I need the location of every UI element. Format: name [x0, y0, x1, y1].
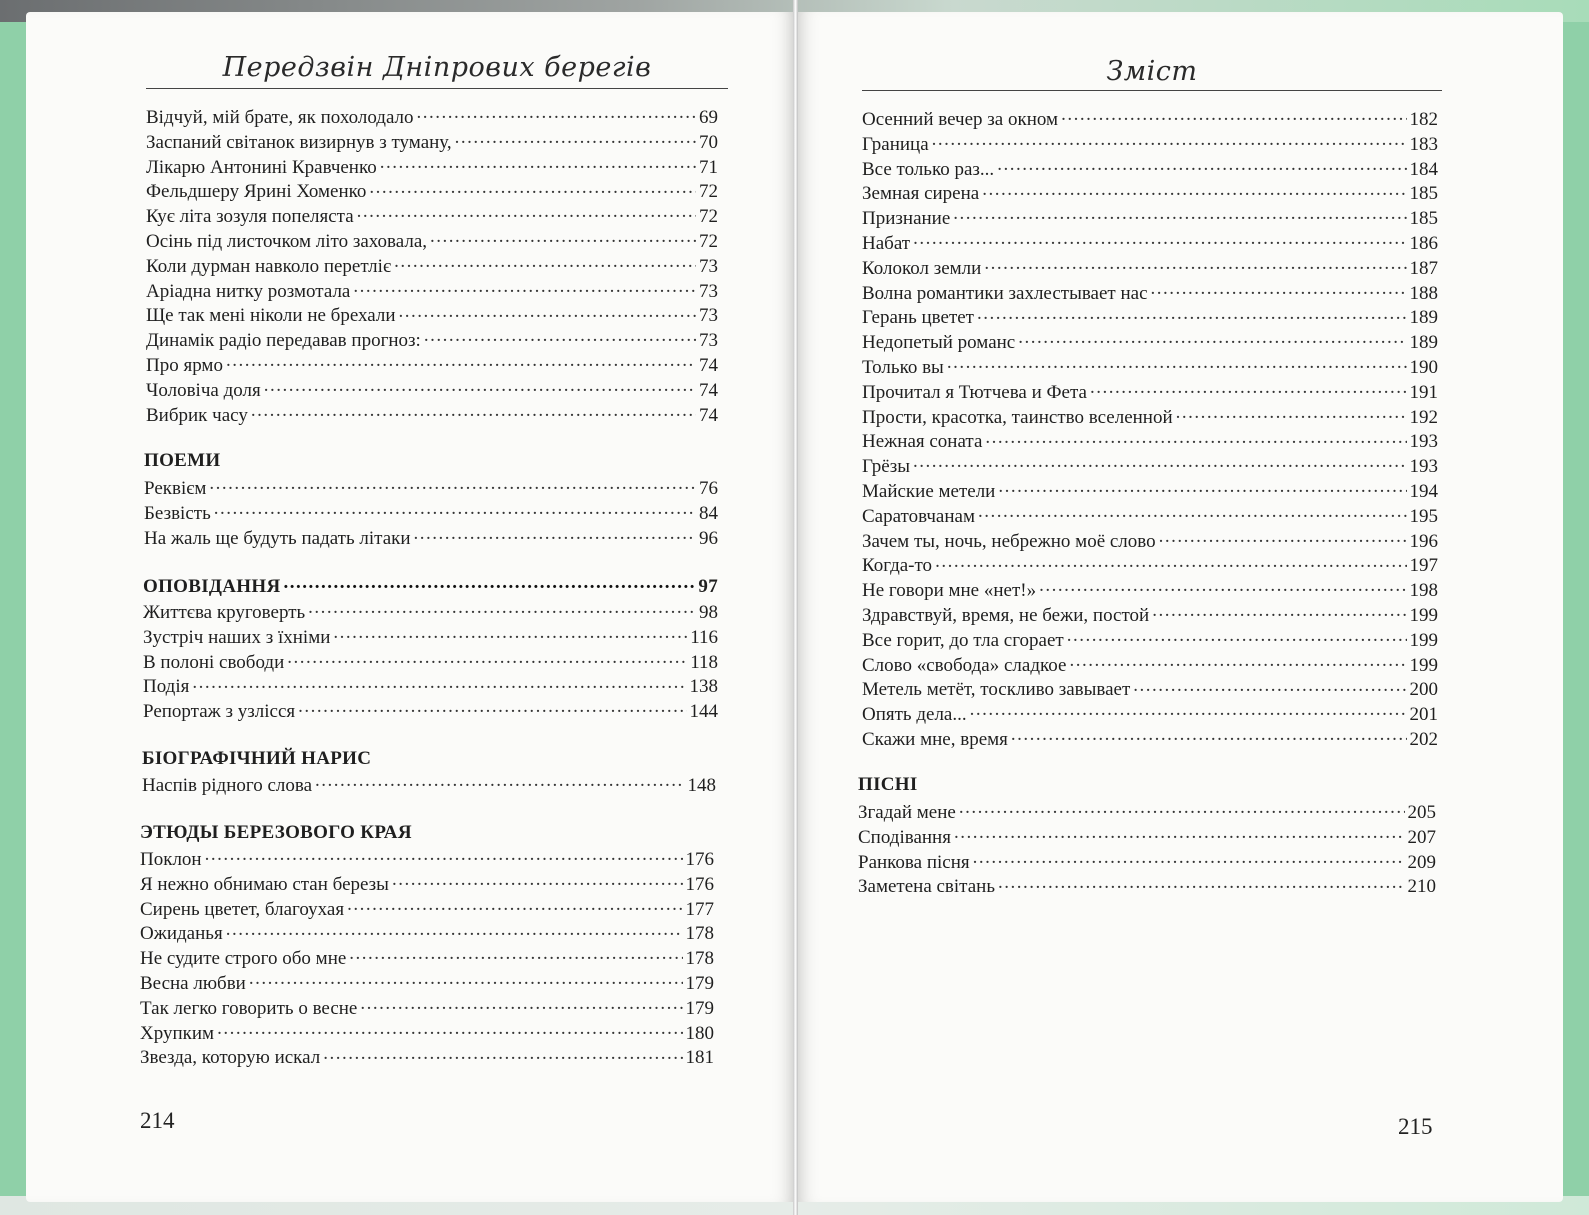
entry-page-number: 198 [1409, 580, 1438, 602]
toc-entry [146, 253, 718, 278]
toc-entry [143, 698, 718, 723]
entry-page-number: 187 [1409, 257, 1438, 279]
toc-entry [146, 129, 718, 154]
dot-leader [394, 253, 696, 272]
entry-title: Скажи мне, время [862, 728, 1008, 750]
dot-leader [333, 624, 687, 643]
dot-leader [982, 180, 1406, 199]
toc-entry [143, 649, 718, 674]
entry-page-number: 176 [685, 873, 714, 895]
entry-page-number: 177 [685, 898, 714, 920]
dot-leader [954, 824, 1405, 843]
left-head-rule [146, 88, 728, 89]
toc-entry [143, 624, 718, 649]
entry-page-number: 193 [1409, 456, 1438, 478]
dot-leader [357, 203, 696, 222]
entry-title: Не судите строго обо мне [140, 948, 347, 970]
dot-leader [1061, 106, 1406, 125]
entry-title: Звезда, которую искал [140, 1047, 321, 1069]
entry-page-number: 96 [699, 527, 718, 549]
entry-page-number: 180 [685, 1022, 714, 1044]
toc-entry [862, 701, 1438, 726]
entry-title: Набат [862, 232, 911, 254]
toc-entry [142, 772, 716, 797]
dot-leader [1133, 676, 1406, 695]
right-running-head: Зміст [1106, 56, 1198, 87]
toc-entry [146, 104, 718, 129]
entry-title: Хрупким [140, 1022, 215, 1044]
dot-leader [1090, 379, 1407, 398]
entry-title: Метель метёт, тоскливо завывает [862, 679, 1131, 701]
toc-entry [862, 528, 1438, 553]
entry-title: Нежная соната [862, 431, 983, 453]
entry-page-number: 71 [699, 156, 718, 178]
entry-page-number: 76 [699, 478, 718, 499]
entry-page-number: 118 [690, 651, 718, 673]
dot-leader [998, 478, 1406, 497]
entry-page-number: 194 [1409, 480, 1438, 502]
entry-title: Вибрик часу [146, 404, 248, 426]
entry-page-number: 74 [699, 379, 718, 401]
dot-leader [369, 178, 696, 197]
toc-entry [862, 106, 1438, 131]
entry-page-number: 116 [690, 626, 718, 648]
toc-entry [140, 846, 714, 871]
toc-entry [140, 945, 714, 970]
toc-entry [146, 352, 718, 377]
dot-leader [998, 873, 1405, 892]
entry-title: Про ярмо [146, 354, 223, 376]
entry-title: Прочитал я Тютчева и Фета [862, 381, 1087, 403]
toc-entry [144, 525, 718, 550]
entry-page-number: 138 [689, 676, 718, 698]
entry-page-number: 201 [1409, 704, 1438, 726]
entry-title: Динамік радіо передавав прогноз: [146, 330, 421, 352]
entry-page-number: 144 [689, 701, 718, 723]
entry-page-number: 193 [1409, 431, 1438, 453]
entry-title: В полоні свободи [143, 651, 285, 673]
entry-title: Ожиданья [140, 923, 223, 945]
toc-entry [862, 329, 1438, 354]
dot-leader [1152, 602, 1406, 621]
dot-leader [249, 970, 683, 989]
entry-title: Сирень цветет, благоухая [140, 898, 345, 920]
toc-entry [862, 453, 1438, 478]
toc-entry [143, 599, 718, 624]
entry-page-number: 210 [1407, 876, 1436, 898]
entry-page-number: 74 [699, 404, 718, 426]
dot-leader [392, 871, 683, 890]
section-heading-stories-page: 97 [698, 576, 718, 597]
entry-title: Подія [143, 676, 190, 698]
entry-page-number: 148 [687, 775, 716, 796]
right-head-rule [862, 90, 1442, 91]
dot-leader [973, 849, 1405, 868]
toc-entry [146, 178, 718, 203]
entry-title: Волна романтики захлестывает нас [862, 282, 1148, 304]
dot-leader [287, 649, 687, 668]
toc-entry [144, 500, 718, 525]
left-folio: 214 [140, 1108, 175, 1133]
dot-leader [997, 156, 1406, 175]
dot-leader [209, 475, 696, 494]
toc-entry [146, 327, 718, 352]
toc-entry [144, 475, 718, 500]
entry-title: Майские метели [862, 480, 996, 502]
entry-page-number: 178 [685, 923, 714, 945]
dot-leader [455, 129, 696, 148]
dot-leader [424, 327, 696, 346]
dot-leader [214, 500, 696, 519]
entry-page-number: 199 [1409, 654, 1438, 676]
entry-page-number: 202 [1409, 728, 1438, 750]
entry-page-number: 188 [1409, 282, 1438, 304]
entry-title: Заспаний світанок визирнув з туману, [146, 131, 452, 153]
entry-title: Репортаж з узлісся [143, 701, 296, 723]
section-heading-songs: ПІСНІ [858, 774, 918, 795]
entry-page-number: 179 [685, 972, 714, 994]
dot-leader [315, 772, 684, 791]
section-heading-biography: БІОГРАФІЧНИЙ НАРИС [142, 748, 372, 769]
entry-page-number: 192 [1409, 406, 1438, 428]
entry-page-number: 72 [699, 206, 718, 228]
entry-page-number: 195 [1409, 505, 1438, 527]
entry-page-number: 74 [699, 354, 718, 376]
dot-leader [1039, 577, 1406, 596]
entry-title: Колокол земли [862, 257, 982, 279]
toc-entry [140, 1044, 714, 1069]
dot-leader [935, 552, 1406, 571]
entry-title: Когда-то [862, 555, 933, 577]
entry-title: Только вы [862, 356, 944, 378]
entry-title: Зачем ты, ночь, небрежно моё слово [862, 530, 1156, 552]
entry-page-number: 197 [1409, 555, 1438, 577]
entry-page-number: 182 [1409, 109, 1438, 130]
entry-page-number: 199 [1409, 604, 1438, 626]
entry-title: Недопетый романс [862, 332, 1016, 354]
entry-page-number: 199 [1409, 629, 1438, 651]
toc-entry [862, 627, 1438, 652]
entry-title: Признание [862, 208, 951, 230]
dot-leader [192, 673, 686, 692]
dot-leader [205, 846, 683, 865]
toc-entry [140, 871, 714, 896]
toc-entry [862, 577, 1438, 602]
dot-leader [1151, 280, 1407, 299]
dot-leader [913, 230, 1406, 249]
entry-title: Все горит, до тла сгорает [862, 629, 1064, 651]
entry-title: Не говори мне «нет!» [862, 580, 1037, 602]
entry-title: Так легко говорить о весне [140, 997, 358, 1019]
entry-title: Опять дела... [862, 704, 967, 726]
dot-leader [953, 205, 1406, 224]
dot-leader [1018, 329, 1406, 348]
section-heading-etudes: ЭТЮДЫ БЕРЕЗОВОГО КРАЯ [140, 822, 412, 843]
entry-title: Герань цветет [862, 307, 974, 329]
entry-page-number: 178 [685, 948, 714, 970]
entry-title: Наспів рідного слова [142, 775, 313, 796]
toc-entry [862, 404, 1438, 429]
entry-page-number: 190 [1409, 356, 1438, 378]
dot-leader [977, 304, 1407, 323]
entry-title: Згадай мене [858, 802, 956, 823]
left-running-head: Передзвін Дніпрових берегів [222, 52, 652, 83]
entry-page-number: 73 [699, 255, 718, 277]
right-toc-songs [858, 799, 1436, 898]
dot-leader [308, 599, 696, 618]
left-toc-biography [142, 772, 716, 797]
entry-page-number: 181 [685, 1047, 714, 1069]
entry-page-number: 176 [685, 849, 714, 870]
toc-entry [140, 896, 714, 921]
section-heading-stories-title: ОПОВІДАННЯ [143, 576, 281, 597]
toc-entry [862, 602, 1438, 627]
entry-title: Безвість [144, 502, 211, 524]
left-toc-intro [146, 104, 718, 426]
dot-leader [1067, 627, 1407, 646]
toc-entry [862, 652, 1438, 677]
entry-page-number: 183 [1409, 133, 1438, 155]
toc-entry [862, 354, 1438, 379]
entry-title: Земная сирена [862, 183, 980, 205]
toc-entry [862, 180, 1438, 205]
entry-title: Заметена світань [858, 876, 995, 898]
toc-entry [143, 673, 718, 698]
section-heading-poems: ПОЕМИ [144, 450, 221, 471]
dot-leader [226, 920, 683, 939]
left-toc-poems [144, 475, 718, 549]
toc-entry [858, 849, 1436, 874]
entry-title: Лікарю Антонині Кравченко [146, 156, 377, 178]
dot-leader [360, 995, 682, 1014]
entry-title: Фельдшеру Ярині Хоменко [146, 181, 367, 203]
entry-title: Поклон [140, 849, 202, 870]
entry-title: Грёзы [862, 456, 910, 478]
toc-entry [862, 255, 1438, 280]
dot-leader [380, 154, 696, 173]
dot-leader [353, 278, 696, 297]
toc-entry [862, 304, 1438, 329]
entry-page-number: 205 [1407, 802, 1436, 823]
toc-entry [146, 302, 718, 327]
toc-entry [862, 478, 1438, 503]
section-heading-stories [143, 573, 718, 598]
entry-title: Аріадна нитку розмотала [146, 280, 351, 302]
book-spine [793, 0, 798, 1215]
entry-title: На жаль ще будуть падать літаки [144, 527, 411, 549]
toc-entry [862, 726, 1438, 751]
toc-entry [862, 552, 1438, 577]
entry-title: Я нежно обнимаю стан березы [140, 873, 389, 895]
entry-page-number: 209 [1407, 851, 1436, 873]
toc-entry [862, 205, 1438, 230]
toc-entry [858, 824, 1436, 849]
entry-title: Осінь під листочком літо заховала, [146, 230, 428, 252]
toc-entry [146, 402, 718, 427]
dot-leader [1176, 404, 1407, 423]
entry-page-number: 185 [1409, 208, 1438, 230]
entry-title: Коли дурман навколо перетліє [146, 255, 392, 277]
entry-title: Осенний вечер за окном [862, 109, 1059, 130]
dot-leader [959, 799, 1405, 818]
entry-page-number: 191 [1409, 381, 1438, 403]
dot-leader [323, 1044, 682, 1063]
dot-leader [399, 302, 696, 321]
entry-title: Саратовчанам [862, 505, 975, 527]
entry-title: Граница [862, 133, 929, 155]
entry-page-number: 196 [1409, 530, 1438, 552]
entry-page-number: 185 [1409, 183, 1438, 205]
toc-entry [140, 920, 714, 945]
toc-entry [862, 131, 1438, 156]
dot-leader [1159, 528, 1407, 547]
dot-leader [1011, 726, 1407, 745]
dot-leader [414, 525, 696, 544]
entry-page-number: 73 [699, 330, 718, 352]
entry-title: Слово «свобода» сладкое [862, 654, 1067, 676]
dot-leader [349, 945, 682, 964]
dot-leader [417, 104, 696, 123]
toc-entry [146, 377, 718, 402]
dot-leader [913, 453, 1407, 472]
dot-leader [347, 896, 682, 915]
dot-leader [430, 228, 696, 247]
entry-page-number: 200 [1409, 679, 1438, 701]
toc-entry [862, 503, 1438, 528]
entry-page-number: 73 [699, 280, 718, 302]
toc-entry [140, 970, 714, 995]
entry-title: Все только раз... [862, 158, 995, 180]
section-heading-stories-leader [283, 573, 695, 592]
dot-leader [985, 428, 1406, 447]
toc-entry [858, 799, 1436, 824]
entry-page-number: 84 [699, 502, 718, 524]
toc-entry [146, 278, 718, 303]
toc-entry [862, 280, 1438, 305]
dot-leader [298, 698, 686, 717]
toc-entry [146, 154, 718, 179]
entry-title: Зустріч наших з їхніми [143, 626, 331, 648]
toc-entry [862, 156, 1438, 181]
entry-title: Ранкова пісня [858, 851, 970, 873]
entry-page-number: 98 [699, 602, 718, 623]
toc-entry [140, 1020, 714, 1045]
entry-page-number: 207 [1407, 826, 1436, 848]
dot-leader [217, 1020, 682, 1039]
toc-entry [146, 203, 718, 228]
entry-page-number: 184 [1409, 158, 1438, 180]
entry-title: Життєва круговерть [143, 602, 306, 623]
left-toc-etudes [140, 846, 714, 1069]
entry-title: Прости, красотка, таинство вселенной [862, 406, 1173, 428]
dot-leader [264, 377, 696, 396]
toc-entry [858, 873, 1436, 898]
entry-page-number: 69 [699, 107, 718, 128]
right-folio: 215 [1398, 1114, 1433, 1139]
entry-page-number: 72 [699, 181, 718, 203]
entry-title: Відчуй, мій брате, як похолодало [146, 107, 414, 128]
right-toc-main [862, 106, 1438, 751]
entry-page-number: 186 [1409, 232, 1438, 254]
toc-entry [862, 379, 1438, 404]
dot-leader [226, 352, 696, 371]
toc-entry [862, 230, 1438, 255]
entry-page-number: 179 [685, 997, 714, 1019]
toc-entry [862, 676, 1438, 701]
dot-leader [978, 503, 1407, 522]
entry-title: Здравствуй, время, не бежи, постой [862, 604, 1150, 626]
toc-entry [146, 228, 718, 253]
toc-entry [140, 995, 714, 1020]
entry-title: Реквієм [144, 478, 207, 499]
toc-entry [862, 428, 1438, 453]
entry-page-number: 73 [699, 305, 718, 327]
entry-page-number: 189 [1409, 332, 1438, 354]
entry-page-number: 70 [699, 131, 718, 153]
entry-page-number: 189 [1409, 307, 1438, 329]
dot-leader [970, 701, 1407, 720]
entry-title: Чоловіча доля [146, 379, 261, 401]
dot-leader [1069, 652, 1406, 671]
dot-leader [947, 354, 1407, 373]
left-toc-stories [143, 599, 718, 723]
dot-leader [984, 255, 1406, 274]
entry-title: Сподівання [858, 826, 951, 848]
entry-title: Ще так мені ніколи не брехали [146, 305, 396, 327]
dot-leader [251, 402, 696, 421]
entry-page-number: 72 [699, 230, 718, 252]
dot-leader [932, 131, 1407, 150]
entry-title: Кує літа зозуля попеляста [146, 206, 354, 228]
entry-title: Весна любви [140, 972, 246, 994]
